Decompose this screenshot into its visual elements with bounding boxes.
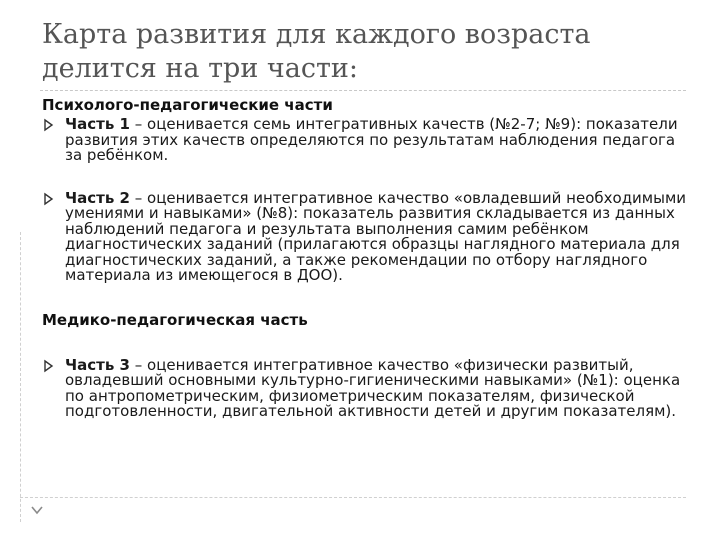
slide-title: Карта развития для каждого возраста делится на три части:: [42, 19, 591, 84]
section-heading-psych-ped: Психолого-педагогические части: [42, 96, 333, 114]
triangle-bullet-icon: [44, 118, 54, 132]
triangle-bullet-icon: [44, 192, 54, 206]
bullet-text: – оценивается интегративное качество «физически развитый, овладевший основными культурно-гигиеническими навыками» (№1): оценка по антропометрическим, физиометрическим показателям, физической подготовленности, двигательной активности детей и другим показателям).: [65, 355, 681, 420]
bullet-text: – оценивается интегративное качество «овладевший необходимыми умениями и навыками» (№8): показатель развития складывается из данных наблюдений педагога и результата выполнения самим ребёнком диагностических заданий (прилагаются образцы наглядного материала для диагностических заданий, а также рекомендации по отбору наглядного материала из имеющегося в ДОО).: [65, 188, 687, 284]
bullet-lead: Часть 1: [65, 115, 130, 133]
bullet-part-2: [42, 188, 692, 284]
slide-content: [42, 96, 692, 420]
bottom-divider: [20, 497, 686, 498]
bullet-text: – оценивается семь интегративных качеств (№2-7; №9): показатели развития этих качеств определяются по результатам наблюдения педагога за ребёнком.: [65, 115, 678, 164]
left-divider: [20, 232, 21, 522]
bullet-part-3: [42, 355, 692, 420]
title-divider: [40, 90, 686, 91]
chevron-corner-icon: [30, 503, 44, 517]
bullet-part-1: [42, 117, 692, 164]
bullet-lead: Часть 3: [65, 355, 130, 374]
triangle-bullet-icon: [44, 359, 54, 373]
section-heading-med-ped: Медико-педагогическая часть: [42, 310, 308, 329]
bullet-lead: Часть 2: [65, 188, 130, 207]
